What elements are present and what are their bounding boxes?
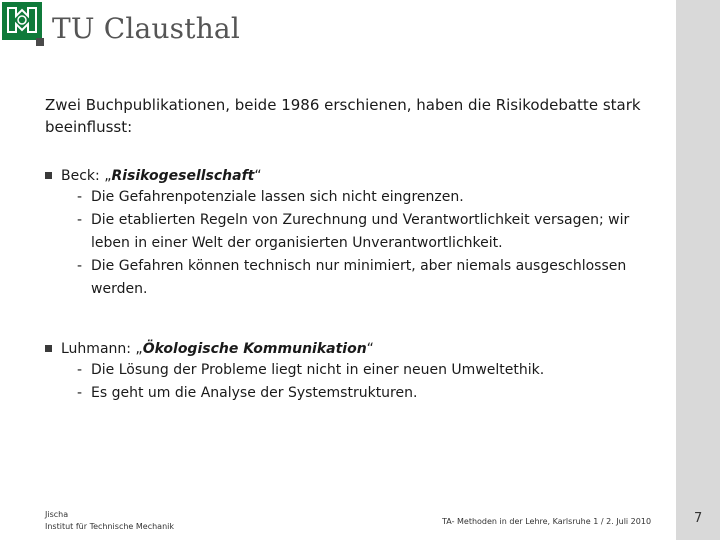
dash-marker: - (77, 189, 83, 205)
list-item-text: Es geht um die Analyse der Systemstrukturen. (91, 385, 418, 401)
dash-marker: - (77, 385, 83, 401)
sub-list (45, 359, 665, 405)
list-item-text: Die Lösung der Probleme liegt nicht in einer neuen Umweltethik. (91, 362, 545, 378)
footer-author: Jischa (45, 510, 69, 519)
side-bar (676, 0, 720, 540)
list-item (45, 186, 651, 209)
footer-author-block (45, 509, 174, 533)
list-item-text: Die Gefahren können technisch nur minimiert, aber niemals ausgeschlossen werden. (91, 258, 627, 297)
footer-institute: Institut für Technische Mechanik (45, 522, 174, 531)
intro-text: Zwei Buchpublikationen, beide 1986 erschienen, haben die Risikodebatte stark beeinflusst: (45, 96, 641, 136)
list-item-text: Die etablierten Regeln von Zurechnung und Verantwortlichkeit versagen; wir leben in einer Welt der organisierten Unverantwortlichkeit. (91, 212, 630, 251)
dash-marker: - (77, 212, 83, 228)
bullet-suffix: “ (254, 168, 262, 184)
bullet-heading (45, 339, 665, 359)
book-title: Risikogesellschaft (111, 168, 255, 184)
dash-marker: - (77, 258, 83, 274)
dash-marker: - (77, 362, 83, 378)
tu-crest-icon (2, 2, 42, 40)
university-logo (2, 2, 42, 40)
bullet-prefix: Luhmann: „ (61, 341, 143, 357)
logo-accent-square (36, 38, 44, 46)
brand-title: TU Clausthal (52, 12, 240, 45)
square-bullet-icon (45, 172, 52, 179)
bullet-luhmann (45, 339, 665, 405)
square-bullet-icon (45, 345, 52, 352)
sub-list (45, 186, 665, 301)
bullet-heading (45, 166, 665, 186)
bullet-suffix: “ (366, 341, 374, 357)
list-item (45, 255, 651, 301)
bullet-prefix: Beck: „ (61, 168, 112, 184)
list-item (45, 382, 651, 405)
page-number: 7 (694, 511, 703, 526)
bullet-beck (45, 166, 665, 301)
list-item (45, 209, 651, 255)
list-item-text: Die Gefahrenpotenziale lassen sich nicht eingrenzen. (91, 189, 464, 205)
list-item (45, 359, 651, 382)
book-title: Ökologische Kommunikation (142, 341, 367, 357)
footer-event: TA- Methoden in der Lehre, Karlsruhe 1 / 2. Juli 2010 (442, 517, 652, 526)
